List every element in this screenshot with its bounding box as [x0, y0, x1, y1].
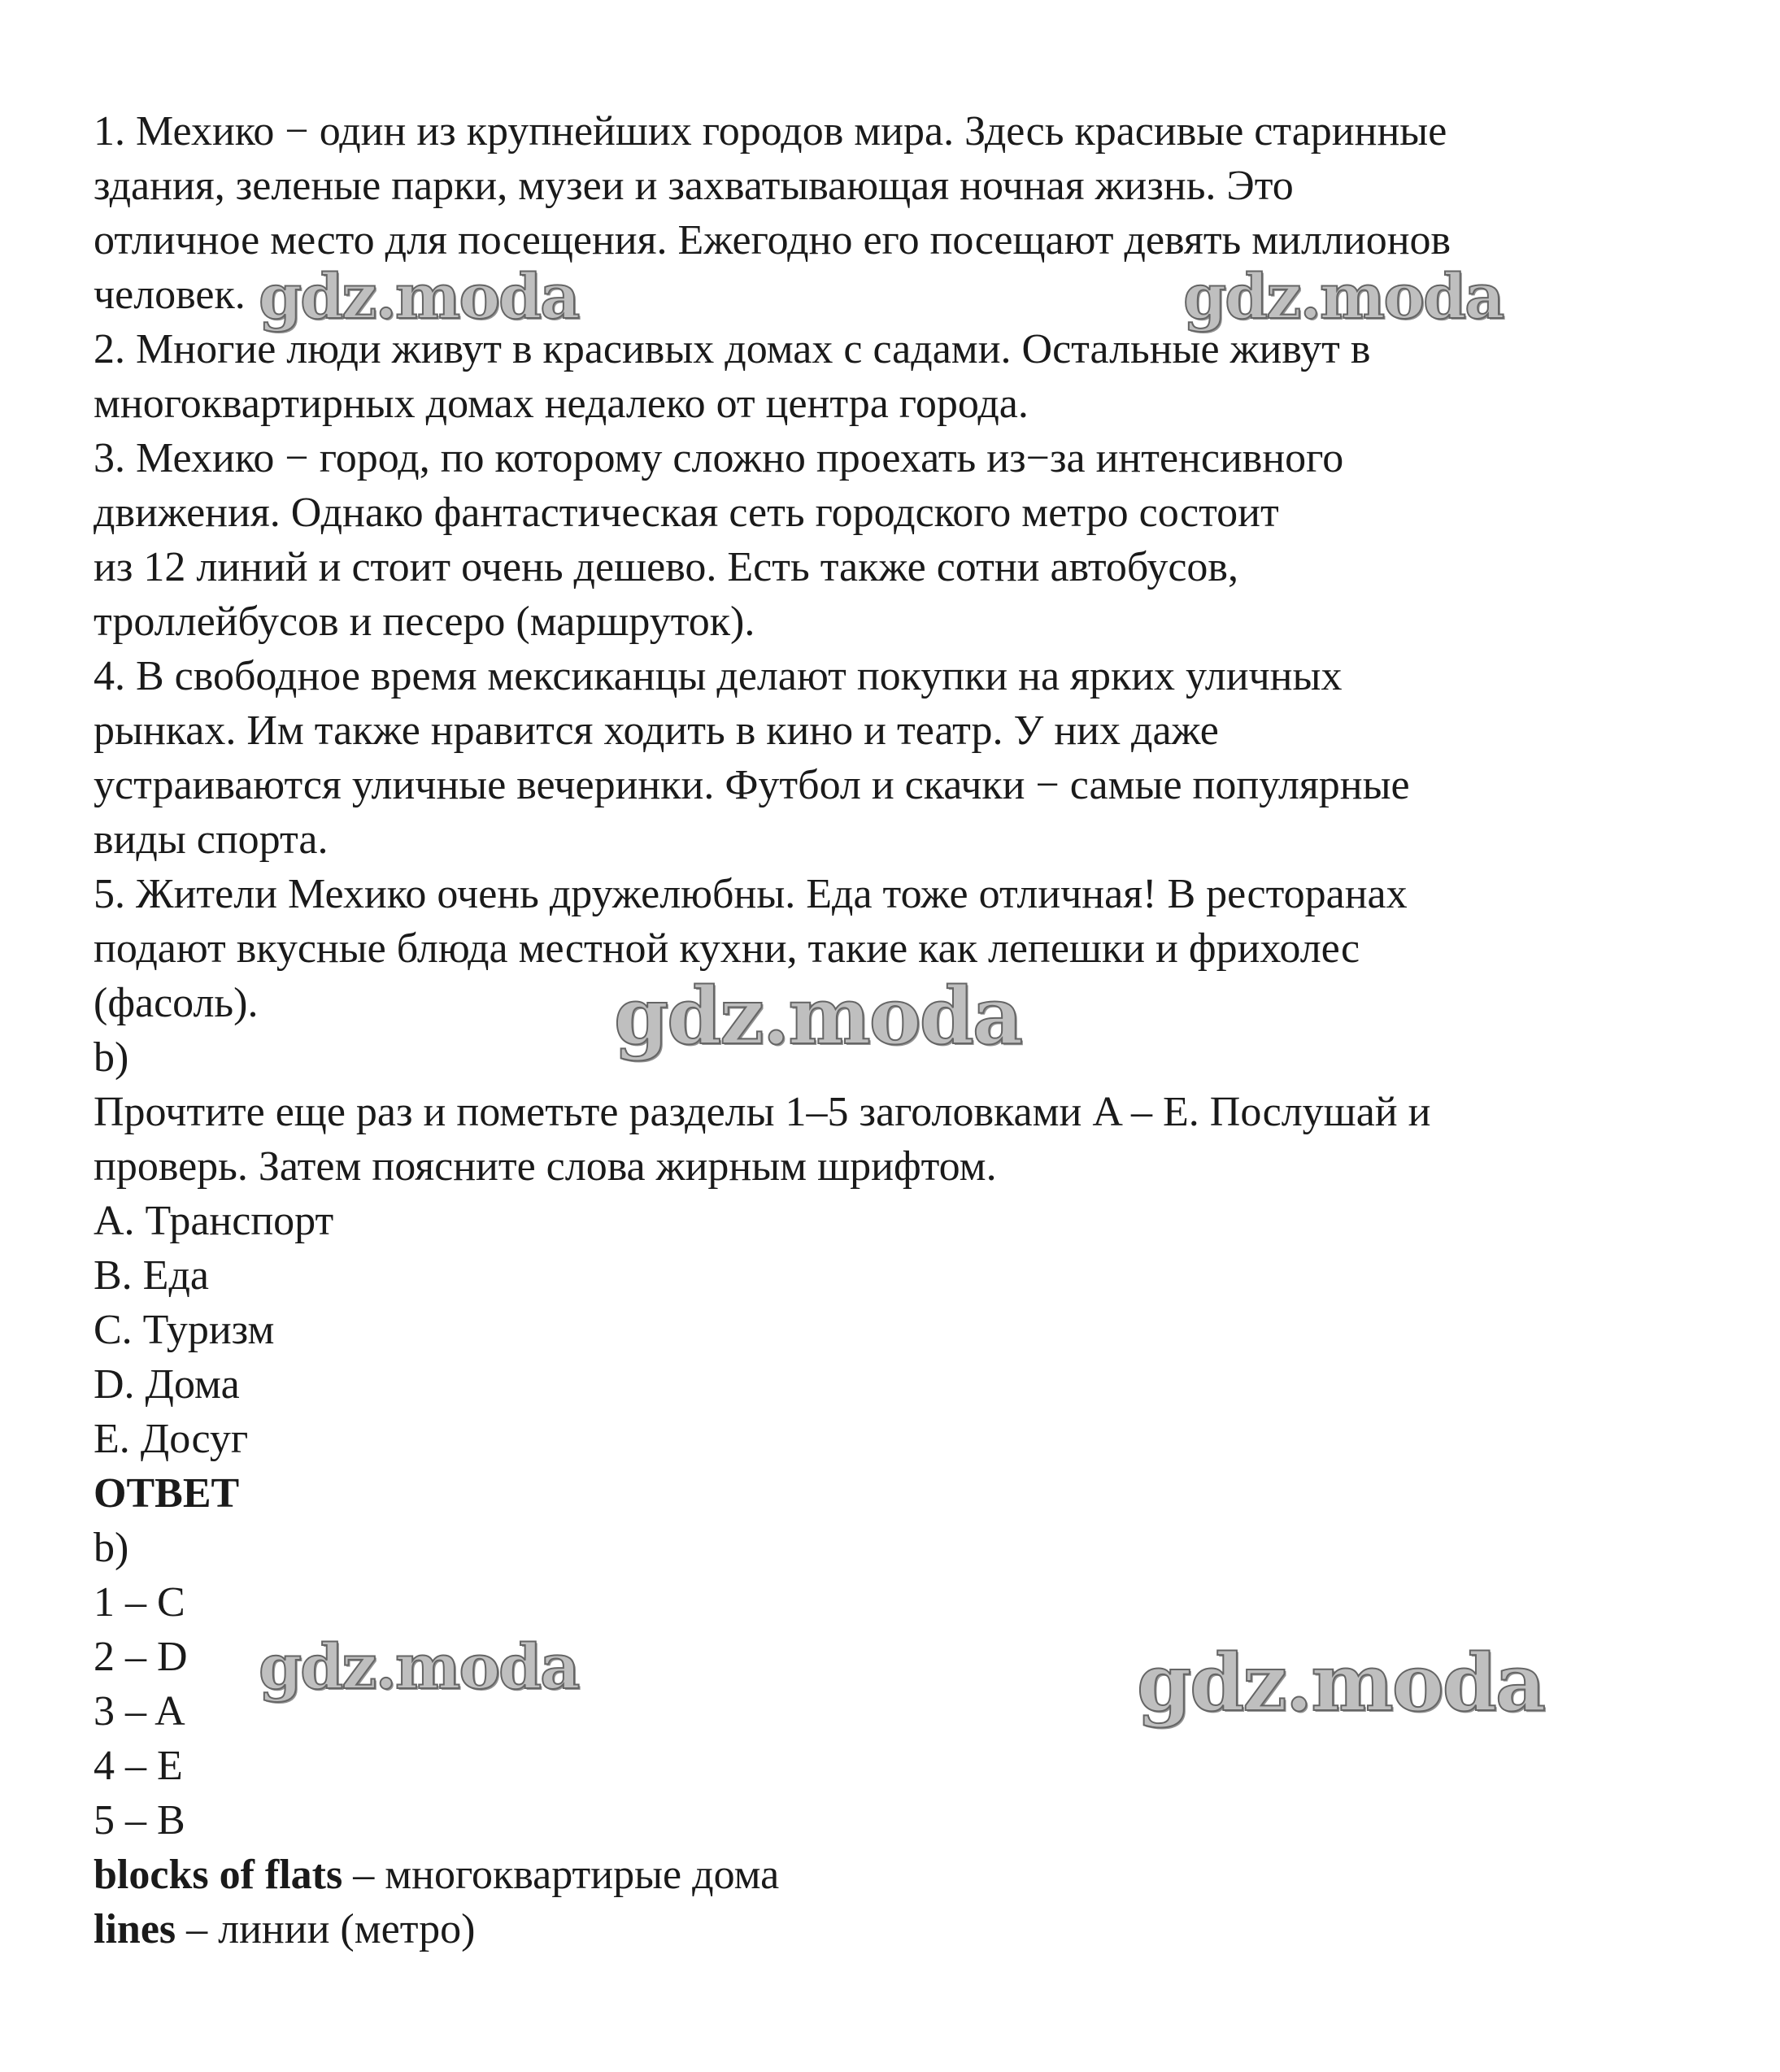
text-line: многоквартирных домах недалеко от центра города.	[94, 381, 1029, 427]
text-line: 3. Мехико − город, по которому сложно проехать из−за интенсивного	[94, 435, 1344, 481]
heading-option: C. Туризм	[94, 1307, 275, 1353]
text-line: устраиваются уличные вечеринки. Футбол и скачки − самые популярные	[94, 762, 1410, 808]
heading-option: E. Досуг	[94, 1416, 249, 1462]
text-line: (фасоль).	[94, 980, 259, 1026]
glossary-definition: – линии (метро)	[176, 1906, 476, 1952]
text-line: 2. Многие люди живут в красивых домах с садами. Остальные живут в	[94, 326, 1371, 372]
watermark-logo: gdz.moda	[259, 1630, 579, 1703]
watermark-logo: gdz.moda	[259, 260, 579, 333]
answer-match: 5 – B	[94, 1797, 185, 1843]
text-line: человек.	[94, 272, 246, 318]
heading-option: D. Дома	[94, 1361, 240, 1408]
heading-option: A. Транспорт	[94, 1198, 334, 1244]
text-line: подают вкусные блюда местной кухни, такие как лепешки и фрихолес	[94, 925, 1360, 972]
answer-match: 4 – E	[94, 1743, 183, 1789]
part-b-label: b)	[94, 1034, 129, 1081]
document-page	[94, 104, 1687, 1957]
glossary-term: blocks of flats	[94, 1852, 343, 1898]
heading-option: B. Еда	[94, 1252, 209, 1299]
answer-match: 2 – D	[94, 1634, 188, 1680]
glossary-entry	[94, 1848, 1687, 1902]
text-line: 4. В свободное время мексиканцы делают покупки на ярких уличных	[94, 653, 1343, 699]
glossary-term: lines	[94, 1906, 176, 1952]
text-line: 1. Мехико − один из крупнейших городов мира. Здесь красивые старинные	[94, 108, 1447, 155]
answer-match: 1 – C	[94, 1579, 185, 1626]
text-line: здания, зеленые парки, музеи и захватывающая ночная жизнь. Это	[94, 163, 1294, 209]
answer-match: 3 – A	[94, 1688, 185, 1735]
glossary-definition: – многоквартирые дома	[342, 1852, 780, 1898]
answer-label: b)	[94, 1525, 129, 1571]
text-line: троллейбусов и песеро (маршруток).	[94, 599, 755, 645]
instruction-line: проверь. Затем поясните слова жирным шрифтом.	[94, 1143, 997, 1190]
watermark-logo: gdz.moda	[1137, 1637, 1545, 1729]
text-line: из 12 линий и стоит очень дешево. Есть также сотни автобусов,	[94, 544, 1238, 590]
glossary-entry	[94, 1902, 1687, 1957]
instruction-line: Прочтите еще раз и пометьте разделы 1–5 заголовками A – E. Послушай и	[94, 1089, 1431, 1135]
watermark-logo: gdz.moda	[1183, 260, 1504, 333]
text-line: рынках. Им также нравится ходить в кино и театр. У них даже	[94, 707, 1219, 754]
text-line: движения. Однако фантастическая сеть городского метро состоит	[94, 490, 1279, 536]
answer-title: ОТВЕТ	[94, 1470, 240, 1517]
text-line: отличное место для посещения. Ежегодно его посещают девять миллионов	[94, 217, 1451, 263]
text-line: 5. Жители Мехико очень дружелюбны. Еда тоже отличная! В ресторанах	[94, 871, 1408, 917]
watermark-logo: gdz.moda	[614, 970, 1022, 1062]
text-line: виды спорта.	[94, 816, 329, 863]
